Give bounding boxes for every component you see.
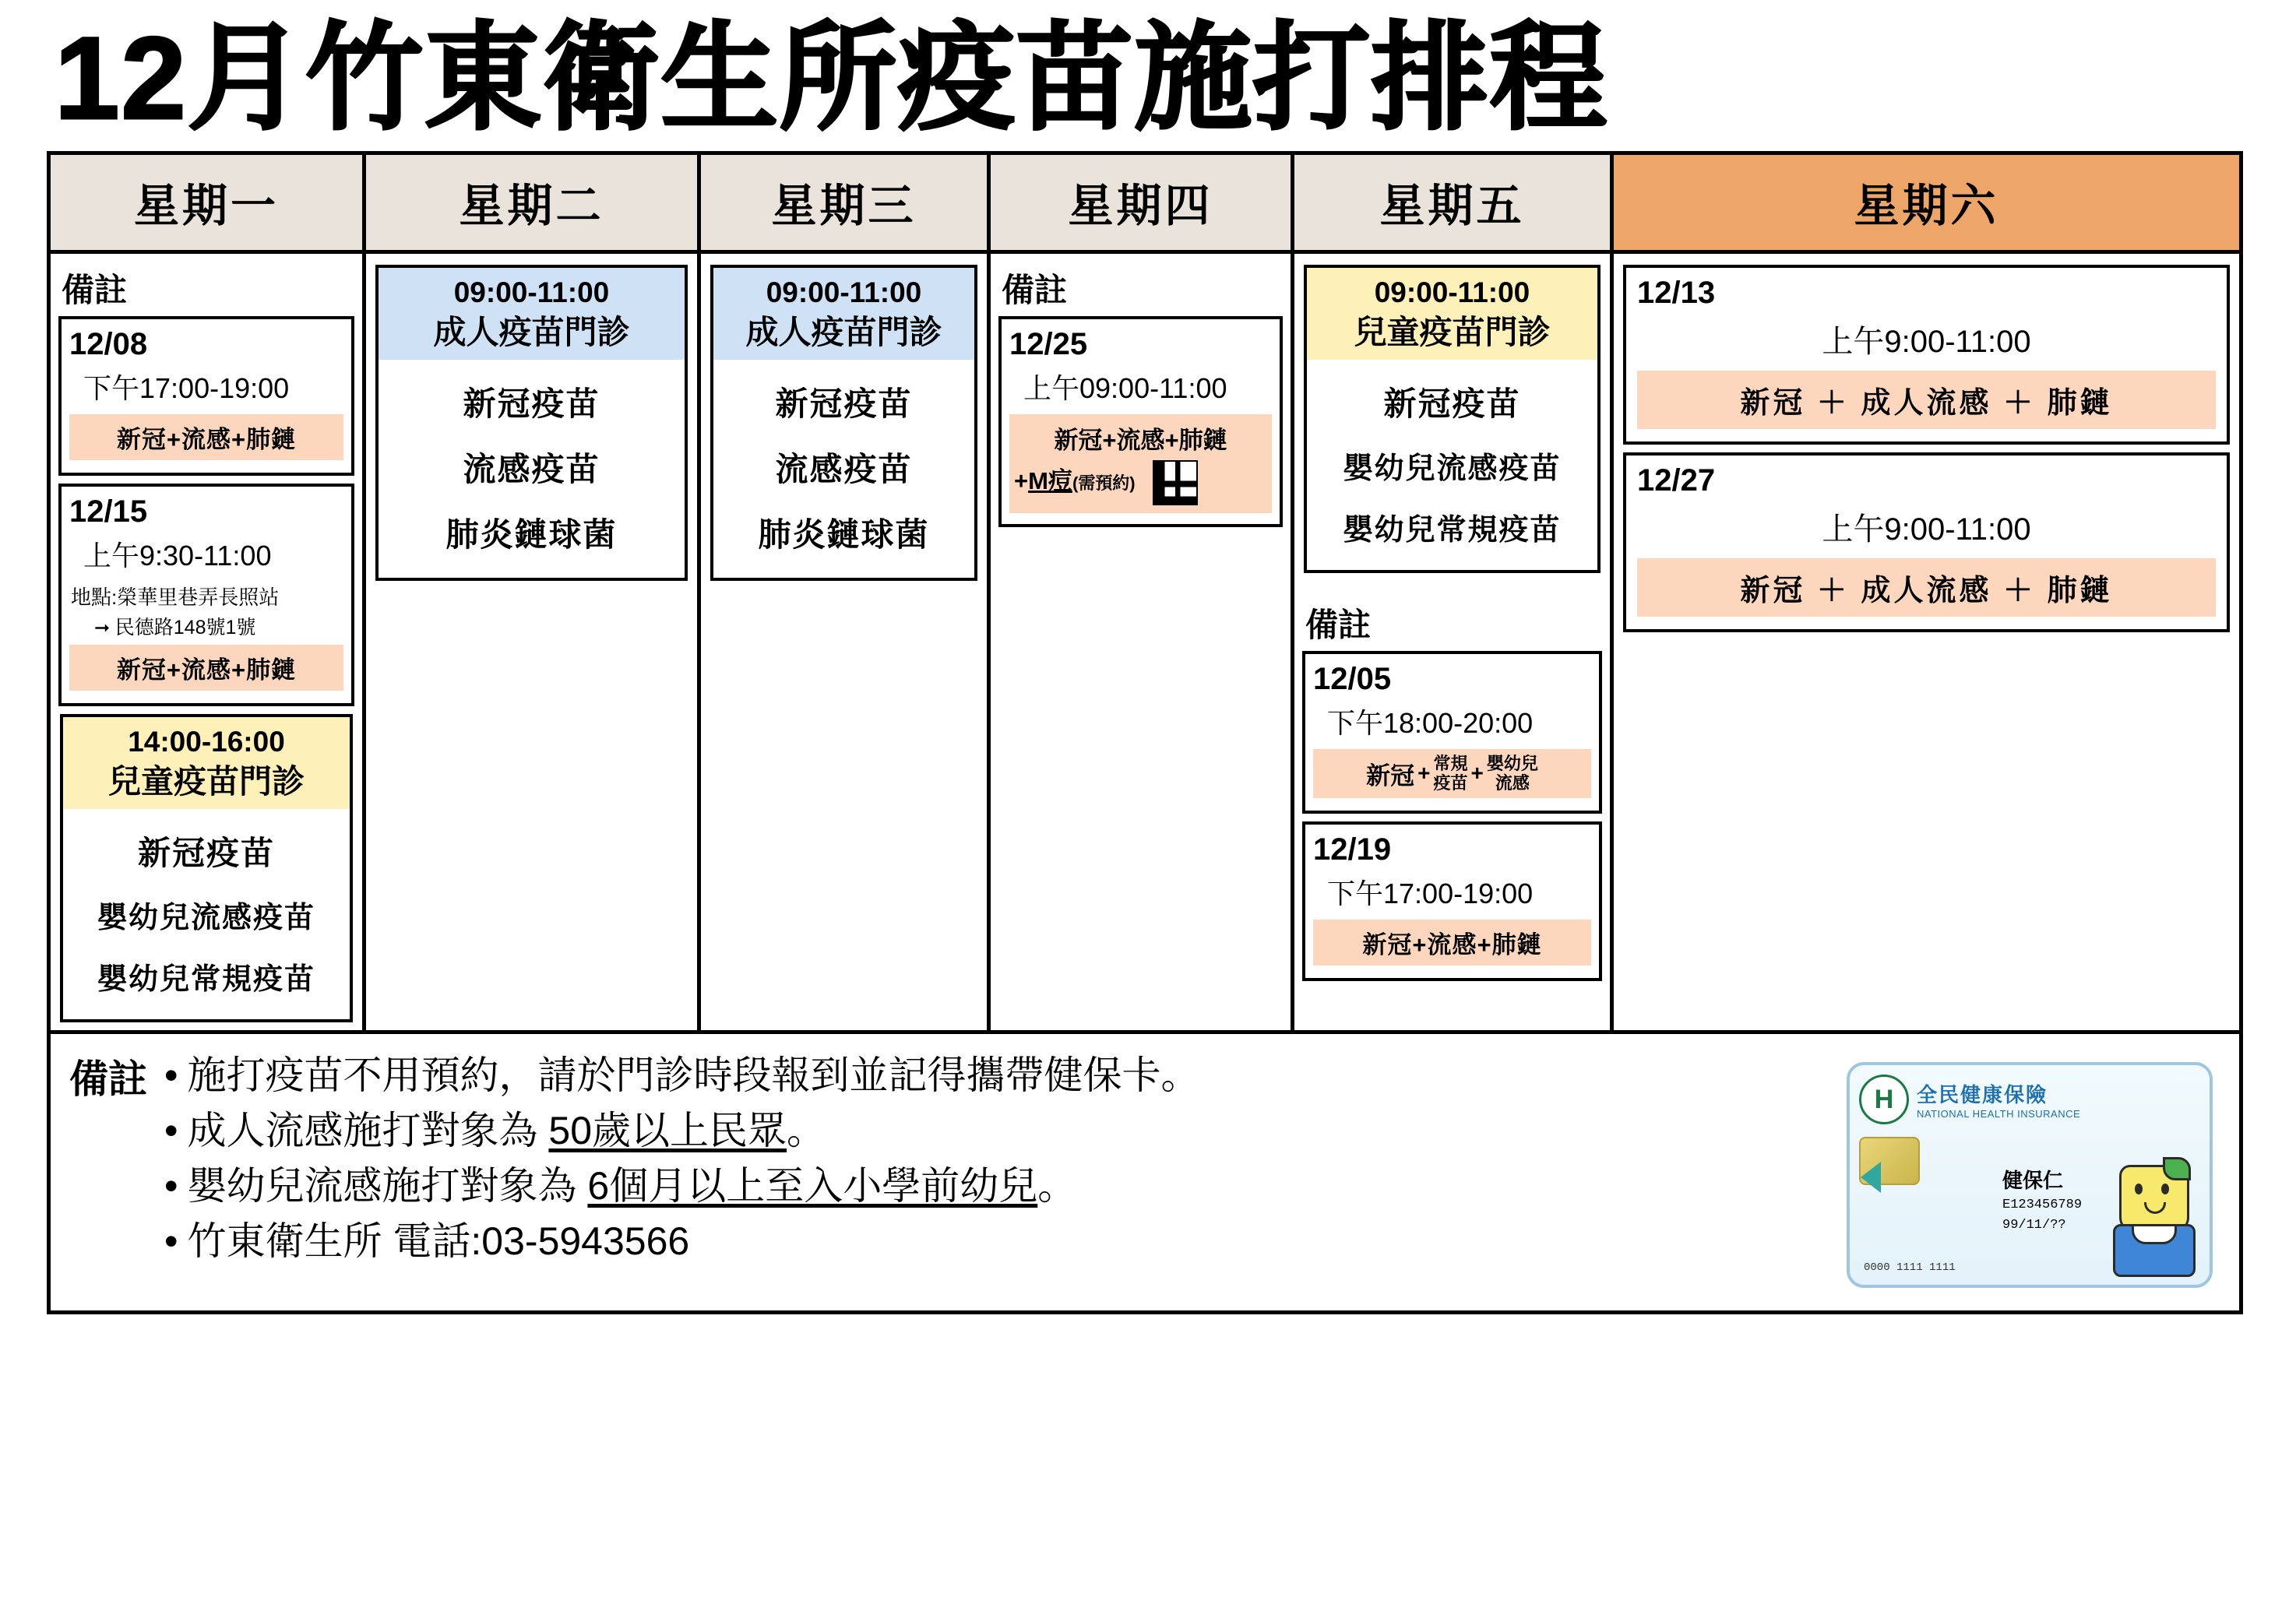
- friday-session-name: 兒童疫苗門診: [1354, 313, 1551, 350]
- saturday-entry-1213: [1623, 265, 2230, 445]
- monday-entry-1208: [58, 316, 354, 476]
- thursday-chip-mpox: M痘: [1028, 466, 1072, 494]
- qr-code-icon[interactable]: [1153, 460, 1198, 505]
- footer-note-1-text: 施打疫苗不用預約，請於門診時段報到並記得攜帶健保卡。: [187, 1054, 1200, 1098]
- friday-entry-1205: [1302, 651, 1602, 814]
- thursday-entry-1225: [998, 316, 1283, 527]
- friday-child-clinic-session: [1304, 265, 1601, 574]
- monday-1208-date: 12/08: [69, 326, 148, 361]
- arrow-icon: ➞: [94, 617, 115, 638]
- thursday-1225-vaccine-chip: [1009, 414, 1272, 513]
- nhi-serial: 0000 1111 1111: [1864, 1261, 1956, 1275]
- wednesday-session-time: 09:00-11:00: [766, 276, 922, 308]
- column-monday: [51, 254, 366, 1031]
- friday-chip-plus2: +: [1470, 761, 1484, 786]
- nhi-holder-name: 健保仁: [2002, 1169, 2064, 1193]
- weekday-header-monday: 星期一: [51, 155, 366, 250]
- friday-session-time: 09:00-11:00: [1374, 276, 1530, 308]
- friday-chip-routine-l1: 常規: [1433, 754, 1468, 774]
- monday-1215-location: 地點:榮華里巷弄長照站: [71, 585, 280, 609]
- page-title: 12月竹東衛生所疫苗施打排程: [55, 12, 1608, 143]
- nhi-card-illustration: [1847, 1062, 2213, 1288]
- monday-1215-date: 12/15: [69, 494, 148, 529]
- friday-chip-plus1: +: [1417, 761, 1431, 786]
- bullet-icon: •: [164, 1109, 178, 1153]
- friday-1219-date: 12/19: [1313, 832, 1392, 867]
- nhi-logo-icon: H: [1859, 1075, 1909, 1124]
- friday-session-items: [1307, 360, 1597, 570]
- weekday-header-tuesday: 星期二: [366, 155, 701, 250]
- column-saturday: [1614, 254, 2239, 1031]
- friday-1205-date: 12/05: [1313, 662, 1392, 697]
- monday-1215-vaccine-chip: 新冠+流感+肺鏈: [69, 645, 343, 691]
- weekday-header-friday: 星期五: [1294, 155, 1614, 250]
- monday-1215-time: 上午9:30-11:00: [83, 539, 272, 572]
- monday-child-clinic-session: [60, 714, 353, 1023]
- mascot-icon: [2105, 1160, 2199, 1277]
- thursday-1225-time: 上午09:00-11:00: [1023, 371, 1227, 404]
- saturday-1213-vaccine-chip: 新冠 ＋ 成人流感 ＋ 肺鏈: [1637, 371, 2216, 429]
- friday-session-header: [1307, 268, 1597, 361]
- thursday-1225-chip-line1: 新冠+流感+肺鏈: [1054, 426, 1227, 454]
- tuesday-session-time: 09:00-11:00: [453, 276, 610, 308]
- friday-session-item: 嬰幼兒流感疫苗: [1343, 452, 1562, 486]
- monday-session-item: 新冠疫苗: [137, 835, 275, 872]
- wednesday-adult-clinic-session: [710, 265, 977, 582]
- bullet-icon: •: [164, 1219, 178, 1264]
- column-friday: [1294, 254, 1614, 1031]
- footer-note-3-pre: 嬰幼兒流感施打對象為: [187, 1164, 588, 1208]
- monday-session-time: 14:00-16:00: [128, 725, 285, 758]
- mascot-leaf: [2163, 1157, 2191, 1180]
- column-tuesday: [366, 254, 701, 1031]
- monday-session-item: 嬰幼兒常規疫苗: [97, 963, 315, 997]
- nhi-expiry: 99/11/??: [2002, 1218, 2066, 1233]
- friday-chip-infant-flu: [1487, 754, 1538, 793]
- footer-note-3-post: 。: [1037, 1164, 1077, 1208]
- thursday-chip-plus: +: [1014, 466, 1029, 494]
- wednesday-session-items: [713, 360, 974, 578]
- footer-notes: [47, 1034, 2243, 1314]
- mascot-collar: [2132, 1224, 2177, 1244]
- thursday-note-label: 備註: [1002, 271, 1068, 308]
- nhi-card-header: [1859, 1075, 2200, 1124]
- tuesday-adult-clinic-session: [375, 265, 688, 582]
- friday-chip-routine: [1433, 754, 1467, 793]
- tuesday-session-item: 新冠疫苗: [463, 385, 600, 423]
- friday-1205-vaccine-chip: [1313, 749, 1591, 798]
- wednesday-session-item: 肺炎鏈球菌: [758, 516, 930, 554]
- saturday-entry-1227: [1623, 452, 2230, 632]
- saturday-1227-vaccine-chip: 新冠 ＋ 成人流感 ＋ 肺鏈: [1637, 558, 2216, 617]
- weekday-header-saturday: 星期六: [1614, 155, 2239, 250]
- thursday-1225-date: 12/25: [1009, 326, 1088, 361]
- saturday-1227-date: 12/27: [1637, 463, 1716, 498]
- friday-entry-1219: [1302, 821, 1602, 981]
- monday-1215-address: 民德路148號1號: [114, 616, 256, 638]
- friday-note-label: 備註: [1305, 607, 1372, 644]
- nhi-id-number: E123456789: [2002, 1198, 2083, 1213]
- bullet-icon: •: [164, 1054, 178, 1098]
- wednesday-session-name: 成人疫苗門診: [745, 313, 942, 350]
- weekday-header-thursday: 星期四: [991, 155, 1294, 250]
- schedule-calendar: [47, 151, 2243, 1035]
- nhi-arrow-icon: [1861, 1162, 1881, 1193]
- wednesday-session-header: [713, 268, 974, 361]
- wednesday-session-item: 流感疫苗: [775, 451, 913, 488]
- friday-chip-infant-l2: 流感: [1495, 773, 1530, 793]
- friday-1219-time: 下午17:00-19:00: [1327, 877, 1534, 909]
- footer-note-4-text: 竹東衛生所 電話:03-5943566: [187, 1219, 690, 1264]
- bullet-icon: •: [164, 1164, 178, 1208]
- monday-session-name: 兒童疫苗門診: [107, 762, 305, 800]
- nhi-title-en: NATIONAL HEALTH INSURANCE: [1917, 1108, 2081, 1120]
- tuesday-session-items: [379, 360, 685, 578]
- footer-label: 備註: [69, 1057, 147, 1102]
- saturday-1213-time: 上午9:00-11:00: [1822, 324, 2031, 359]
- friday-chip-routine-l2: 疫苗: [1433, 773, 1468, 793]
- friday-1205-time: 下午18:00-20:00: [1327, 707, 1534, 740]
- saturday-1213-date: 12/13: [1637, 275, 1716, 310]
- thursday-chip-note: (需預約): [1072, 473, 1136, 493]
- tuesday-session-item: 流感疫苗: [463, 451, 600, 488]
- thursday-1225-chip-line2: [1014, 460, 1267, 505]
- monday-session-items: [63, 809, 350, 1019]
- tuesday-session-item: 肺炎鏈球菌: [445, 516, 618, 554]
- monday-session-header: [63, 717, 350, 810]
- friday-session-item: 嬰幼兒常規疫苗: [1343, 514, 1562, 547]
- calendar-body-row: [51, 254, 2239, 1031]
- column-thursday: [991, 254, 1294, 1031]
- nhi-title-zh: 全民健康保險: [1917, 1083, 2048, 1107]
- friday-session-item: 新冠疫苗: [1383, 385, 1521, 423]
- tuesday-session-header: [379, 268, 685, 361]
- monday-1208-time: 下午17:00-19:00: [83, 371, 290, 404]
- friday-chip-covid: 新冠: [1366, 762, 1415, 790]
- footer-note-2-post: 。: [787, 1109, 826, 1153]
- column-wednesday: [701, 254, 991, 1031]
- monday-1215-location-detail: [94, 612, 345, 640]
- saturday-1227-time: 上午9:00-11:00: [1822, 512, 2031, 547]
- tuesday-session-name: 成人疫苗門診: [433, 313, 630, 350]
- footer-note-2-pre: 成人流感施打對象為: [187, 1109, 549, 1153]
- calendar-header-row: [51, 155, 2239, 254]
- monday-note-label: 備註: [62, 271, 128, 308]
- monday-entry-1215: [58, 484, 354, 706]
- weekday-header-wednesday: 星期三: [701, 155, 991, 250]
- monday-1208-vaccine-chip: 新冠+流感+肺鏈: [69, 414, 343, 460]
- wednesday-session-item: 新冠疫苗: [775, 385, 913, 423]
- monday-session-item: 嬰幼兒流感疫苗: [97, 902, 315, 935]
- friday-chip-infant-l1: 嬰幼兒: [1486, 754, 1538, 774]
- footer-note-2-underline: 50歲以上民眾: [548, 1109, 787, 1153]
- friday-1219-vaccine-chip: 新冠+流感+肺鏈: [1313, 920, 1591, 966]
- footer-note-3-underline: 6個月以上至入小學前幼兒: [587, 1164, 1038, 1208]
